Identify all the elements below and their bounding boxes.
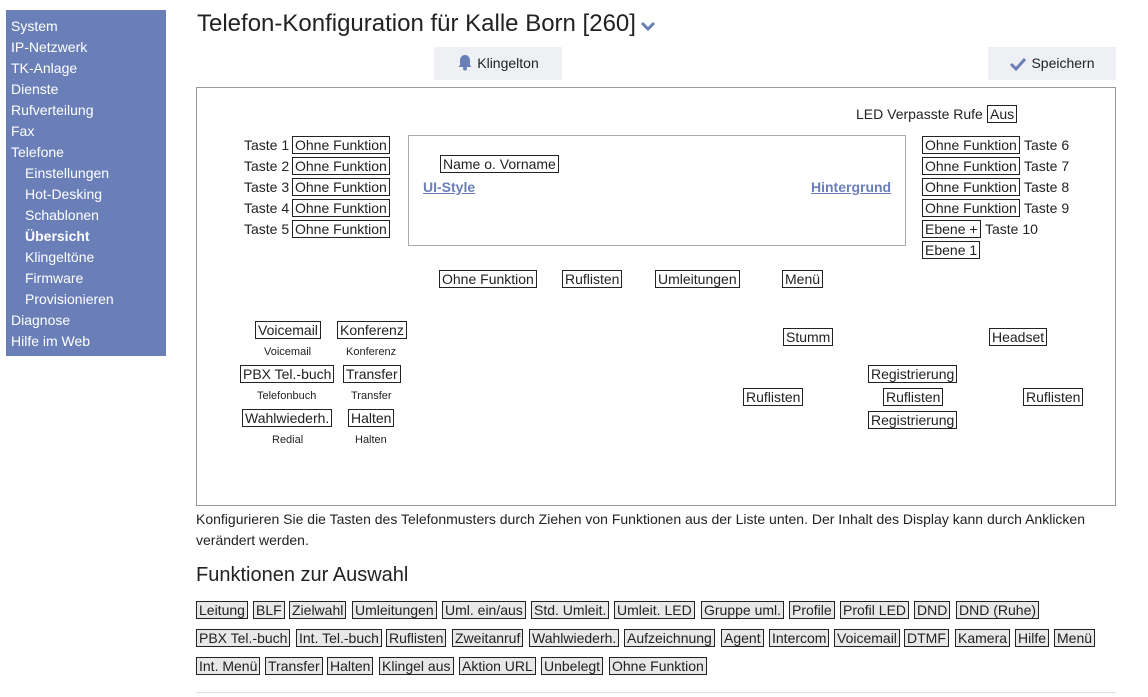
sidebar-item-dienste[interactable]: Dienste: [11, 81, 59, 97]
background-link[interactable]: Hintergrund: [811, 179, 892, 195]
function-item[interactable]: Profile: [789, 601, 835, 619]
function-item[interactable]: Zielwahl: [289, 601, 346, 619]
key-7-label: Taste 7: [1024, 158, 1070, 174]
function-item[interactable]: Transfer: [265, 657, 323, 675]
sidebar-item-ip-netzwerk[interactable]: IP-Netzwerk: [11, 39, 88, 55]
led-missed-calls-label: LED Verpasste Rufe: [856, 106, 983, 122]
sidebar-item-tk-anlage[interactable]: TK-Anlage: [11, 60, 78, 76]
chevron-down-icon[interactable]: [640, 11, 656, 39]
function-item[interactable]: Int. Tel.-buch: [296, 629, 382, 647]
function-item[interactable]: Int. Menü: [196, 657, 260, 675]
transfer-key[interactable]: Transfer: [343, 365, 401, 383]
key-5-function[interactable]: Ohne Funktion: [292, 220, 390, 238]
key-2-label: Taste 2: [244, 158, 290, 174]
function-item[interactable]: Klingel aus: [379, 657, 454, 675]
conference-caption: Konferenz: [346, 346, 397, 358]
function-item[interactable]: DND (Ruhe): [956, 601, 1039, 619]
nav-left-key[interactable]: Ruflisten: [743, 388, 803, 406]
save-button-label: Speichern: [1031, 55, 1095, 71]
instructions-text: Konfigurieren Sie die Tasten des Telefonmusters durch Ziehen von Funktionen aus der Liste unten. Der Inhalt des Display kann durch Anklicken verändert werden.: [196, 511, 1086, 548]
function-item[interactable]: Wahlwiederh.: [529, 629, 619, 647]
function-item[interactable]: Aufzeichnung: [624, 629, 715, 647]
function-item[interactable]: Menü: [1054, 629, 1095, 647]
sidebar-item-uebersicht[interactable]: Übersicht: [25, 228, 90, 244]
softkey-4[interactable]: Menü: [782, 270, 823, 288]
nav-center-key[interactable]: Ruflisten: [883, 388, 943, 406]
function-item[interactable]: Ruflisten: [386, 629, 446, 647]
function-item[interactable]: Zweitanruf: [452, 629, 523, 647]
function-item[interactable]: Leitung: [196, 601, 248, 619]
function-item[interactable]: Kamera: [955, 629, 1010, 647]
key-7-function[interactable]: Ohne Funktion: [922, 157, 1020, 175]
led-missed-calls-value[interactable]: Aus: [987, 105, 1017, 123]
nav-down-key[interactable]: Registrierung: [868, 411, 957, 429]
key-10-function[interactable]: Ebene +: [922, 220, 981, 238]
sidebar-nav: [6, 10, 166, 356]
key-10-label: Taste 10: [985, 221, 1038, 237]
key-9-function[interactable]: Ohne Funktion: [922, 199, 1020, 217]
bell-icon: [457, 55, 477, 71]
sidebar-item-firmware[interactable]: Firmware: [25, 270, 84, 286]
key-4-label: Taste 4: [244, 200, 290, 216]
divider: [196, 692, 1116, 693]
key-3-label: Taste 3: [244, 179, 290, 195]
sidebar-item-diagnose[interactable]: Diagnose: [11, 312, 71, 328]
functions-heading: Funktionen zur Auswahl: [196, 564, 409, 586]
key-9-label: Taste 9: [1024, 200, 1070, 216]
sidebar-item-telefone[interactable]: Telefone: [11, 144, 64, 160]
function-item[interactable]: DTMF: [904, 629, 949, 647]
sidebar-item-schablonen[interactable]: Schablonen: [25, 207, 99, 223]
key-6-label: Taste 6: [1024, 137, 1070, 153]
key-2-function[interactable]: Ohne Funktion: [292, 157, 390, 175]
nav-right-key[interactable]: Ruflisten: [1023, 388, 1083, 406]
voicemail-caption: Voicemail: [264, 346, 312, 358]
softkey-1[interactable]: Ohne Funktion: [439, 270, 537, 288]
key-8-label: Taste 8: [1024, 179, 1070, 195]
phonebook-key[interactable]: PBX Tel.-buch: [240, 365, 334, 383]
hold-key[interactable]: Halten: [348, 409, 394, 427]
redial-key[interactable]: Wahlwiederh.: [242, 409, 332, 427]
sidebar-item-hot-desking[interactable]: Hot-Desking: [25, 186, 103, 202]
function-item[interactable]: Halten: [327, 657, 373, 675]
page-title: [197, 10, 656, 39]
key-1-label: Taste 1: [244, 137, 290, 153]
key-1-function[interactable]: Ohne Funktion: [292, 136, 390, 154]
function-item[interactable]: Voicemail: [834, 629, 900, 647]
sidebar-item-system[interactable]: System: [11, 18, 58, 34]
key-5-label: Taste 5: [244, 221, 290, 237]
key-6-function[interactable]: Ohne Funktion: [922, 136, 1020, 154]
function-item[interactable]: Uml. ein/aus: [442, 601, 526, 619]
key-3-function[interactable]: Ohne Funktion: [292, 178, 390, 196]
key-4-function[interactable]: Ohne Funktion: [292, 199, 390, 217]
ringtone-button-label: Klingelton: [477, 55, 539, 71]
softkey-2[interactable]: Ruflisten: [562, 270, 622, 288]
save-button[interactable]: [988, 47, 1116, 80]
headset-key[interactable]: Headset: [989, 328, 1047, 346]
sidebar-item-fax[interactable]: Fax: [11, 123, 35, 139]
function-item[interactable]: Hilfe: [1015, 629, 1049, 647]
sidebar-item-hilfe-im-web[interactable]: Hilfe im Web: [11, 333, 91, 349]
page-title-text: Telefon-Konfiguration für Kalle Born [260]: [197, 10, 636, 37]
function-item[interactable]: Std. Umleit.: [531, 601, 609, 619]
sidebar-item-klingeltoene[interactable]: Klingeltöne: [25, 249, 95, 265]
function-item[interactable]: Umleitungen: [352, 601, 437, 619]
hold-caption: Halten: [355, 434, 387, 446]
phone-display[interactable]: [408, 135, 906, 246]
phonebook-caption: Telefonbuch: [257, 390, 317, 402]
mute-key[interactable]: Stumm: [783, 328, 833, 346]
sidebar-item-einstellungen[interactable]: Einstellungen: [25, 165, 110, 181]
function-item[interactable]: Unbelegt: [541, 657, 603, 675]
nav-up-key[interactable]: Registrierung: [868, 365, 957, 383]
softkey-3[interactable]: Umleitungen: [655, 270, 740, 288]
sidebar-item-rufverteilung[interactable]: Rufverteilung: [11, 102, 94, 118]
transfer-caption: Transfer: [351, 390, 392, 402]
key-8-function[interactable]: Ohne Funktion: [922, 178, 1020, 196]
redial-caption: Redial: [272, 434, 304, 446]
ui-style-link[interactable]: UI-Style: [423, 179, 476, 195]
function-item[interactable]: BLF: [253, 601, 285, 619]
function-item[interactable]: PBX Tel.-buch: [196, 629, 290, 647]
function-item[interactable]: DND: [914, 601, 950, 619]
function-item[interactable]: Aktion URL: [459, 657, 536, 675]
level-indicator[interactable]: Ebene 1: [922, 241, 980, 259]
function-item[interactable]: Intercom: [769, 629, 829, 647]
voicemail-key[interactable]: Voicemail: [255, 321, 321, 339]
function-item[interactable]: Umleit. LED: [614, 601, 695, 619]
function-item[interactable]: Profil LED: [840, 601, 909, 619]
function-item[interactable]: Agent: [721, 629, 764, 647]
function-item[interactable]: Gruppe uml.: [701, 601, 784, 619]
conference-key[interactable]: Konferenz: [337, 321, 407, 339]
checkmark-icon: [1009, 55, 1031, 71]
function-item[interactable]: Ohne Funktion: [609, 657, 707, 675]
phone-layout: [196, 87, 1116, 506]
ringtone-button[interactable]: [434, 47, 562, 80]
display-name-field[interactable]: Name o. Vorname: [440, 155, 559, 173]
sidebar-item-provisionieren[interactable]: Provisionieren: [25, 291, 114, 307]
